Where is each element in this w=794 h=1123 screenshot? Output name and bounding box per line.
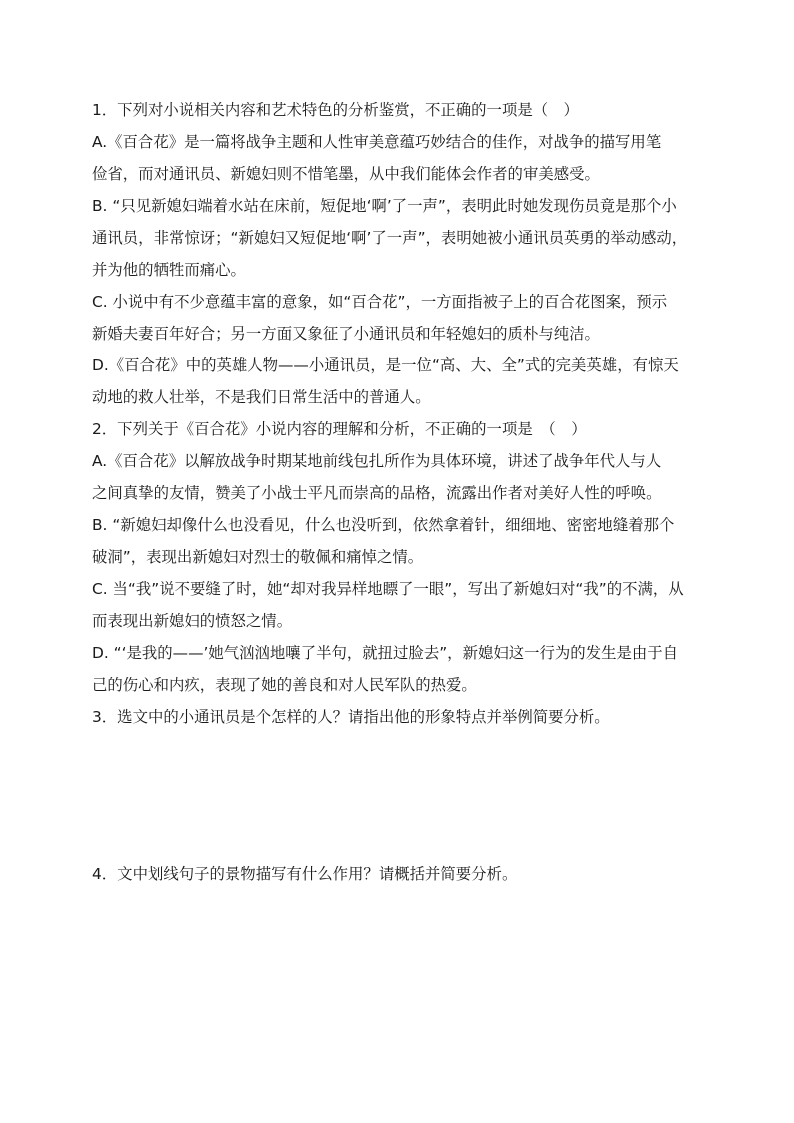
question-1-option-c-line-1: C. 小说中有不少意蕴丰富的意象，如“百合花”，一方面指被子上的百合花图案，预示: [92, 293, 668, 311]
question-1-stem: 1．下列对小说相关内容和艺术特色的分析鉴赏，不正确的一项是（ ）: [92, 101, 579, 119]
question-2-stem: 2．下列关于《百合花》小说内容的理解和分析，不正确的一项是 （ ）: [92, 420, 587, 438]
question-4-stem: 4．文中划线句子的景物描写有什么作用？请概括并简要分析。: [92, 865, 518, 883]
question-1-option-b-line-1: B. “只见新媳妇端着水站在床前，短促地‘啊’了一声”，表明此时她发现伤员竟是那个小: [92, 197, 677, 215]
question-1-option-d-line-2: 动地的救人壮举，不是我们日常生活中的普通人。: [92, 388, 431, 406]
question-2-option-d-line-1: D. “‘是我的——’她气汹汹地嚷了半句，就扭过脸去”，新媳妇这一行为的发生是由于自: [92, 644, 679, 662]
question-1-option-a-line-1: A.《百合花》是一篇将战争主题和人性审美意蕴巧妙结合的佳作，对战争的描写用笔: [92, 133, 662, 151]
question-3-stem: 3．选文中的小通讯员是个怎样的人？请指出他的形象特点并举例简要分析。: [92, 708, 610, 726]
question-2-option-c-line-1: C. 当“我”说不要缝了时，她“却对我异样地瞟了一眼”，写出了新媳妇对“我”的不满，从: [92, 580, 684, 598]
question-2-option-a-line-1: A.《百合花》以解放战争时期某地前线包扎所作为具体环境，讲述了战争年代人与人: [92, 452, 662, 470]
question-2-option-a-line-2: 之间真挚的友情，赞美了小战士平凡而崇高的品格，流露出作者对美好人性的呼唤。: [92, 484, 662, 502]
question-1-option-d-line-1: D.《百合花》中的英雄人物——小通讯员，是一位“高、大、全”式的完美英雄，有惊天: [92, 356, 679, 374]
question-1-option-a-line-2: 俭省，而对通讯员、新媳妇则不惜笔墨，从中我们能体会作者的审美感受。: [92, 165, 600, 183]
question-2-option-d-line-2: 己的伤心和内疚，表现了她的善良和对人民军队的热爱。: [92, 676, 477, 694]
question-1-option-b-line-2: 通讯员，非常惊讶；“新媳妇又短促地‘啊’了一声”，表明她被小通讯员英勇的举动感动，: [92, 229, 688, 247]
question-1-option-c-line-2: 新婚夫妻百年好合；另一方面又象征了小通讯员和年轻媳妇的质朴与纯洁。: [92, 325, 600, 343]
question-2-option-c-line-2: 而表现出新媳妇的愤怒之情。: [92, 612, 293, 630]
question-2-option-b-line-1: B. “新媳妇却像什么也没看见，什么也没听到，依然拿着针，细细地、密密地缝着那个: [92, 516, 675, 534]
question-2-option-b-line-2: 破洞”，表现出新媳妇对烈士的敬佩和痛悼之情。: [92, 548, 424, 566]
question-1-option-b-line-3: 并为他的牺牲而痛心。: [92, 261, 246, 279]
